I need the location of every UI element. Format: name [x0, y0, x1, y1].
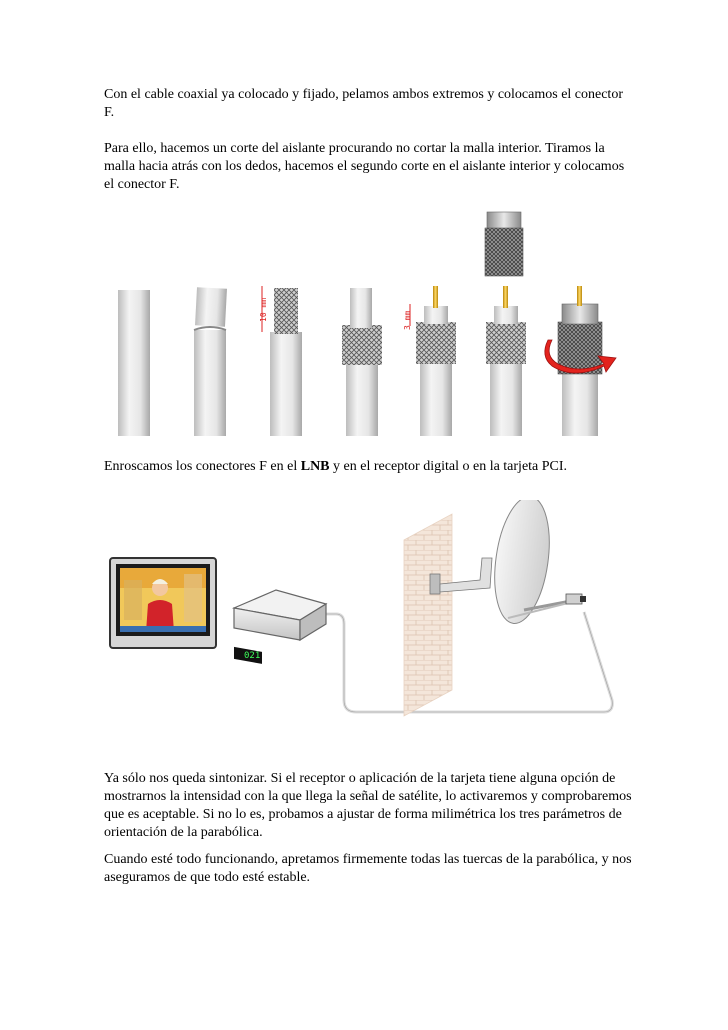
paragraph-3-before: Enroscamos los conectores F en el [104, 459, 301, 474]
paragraph-5: Cuando esté todo funcionando, apretamos firmemente todas las tuercas de la parabólica, y nos aseguramos de que todo esté estable. [104, 852, 632, 885]
paragraph-2: Para ello, hacemos un corte del aislante procurando no cortar la malla interior. Tiramos la malla hacia atrás con los dedos, hacemos el segundo corte en el aislante interior y colocamos el conector F. [104, 141, 625, 192]
label-10mm: 10 mm [259, 297, 268, 322]
brick-wall [404, 514, 452, 716]
coax-cable [300, 612, 612, 712]
cable-stripped-10mm [259, 286, 302, 436]
paragraph-4: Ya sólo nos queda sintonizar. Si el receptor o aplicación de la tarjeta tiene alguna opción de mostrarnos la intensidad con la que llega la señal de satélite, lo activaremos y comprobaremos que es aceptable. Si no lo es, probamos a ajustar de forma milimétrica los tres parámetros de orientación de la parabólica. [104, 771, 632, 840]
cable-conductor-exposed [403, 286, 456, 436]
cable-with-loose-connector [485, 212, 526, 436]
lnb-term: LNB [300, 459, 330, 474]
lnb [566, 594, 582, 604]
receiver-display: 021 [244, 651, 261, 661]
cable-dielectric-exposed [342, 288, 382, 436]
paragraph-1: Con el cable coaxial ya colocado y fijado, pelamos ambos extremos y colocamos el conector F. [104, 87, 623, 120]
satellite-dish [487, 500, 586, 627]
paragraph-3-after: y en el receptor digital o en la tarjeta PCI. [329, 459, 568, 474]
cable-cut [194, 287, 227, 436]
television [110, 558, 216, 648]
paragraph-3 [104, 458, 634, 476]
satellite-installation-figure [104, 500, 624, 740]
cable-with-connector-attached [545, 286, 616, 436]
label-3mm: 3 mm [403, 310, 412, 330]
satellite-receiver [234, 590, 326, 664]
coax-cable-preparation-figure [104, 200, 624, 436]
cable-intact [118, 290, 150, 436]
